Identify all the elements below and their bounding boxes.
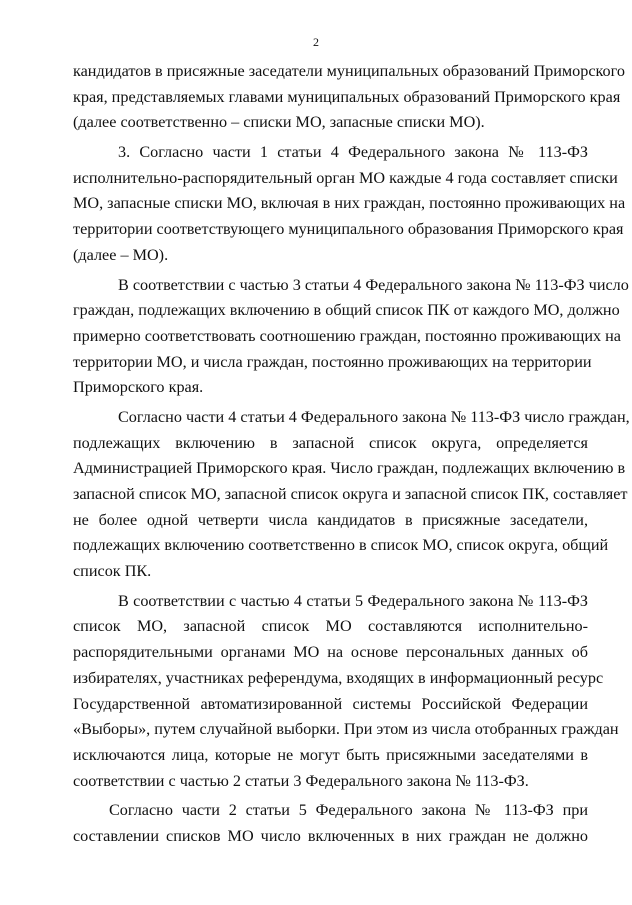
text-line: запасной список МО, запасной список округа и запасной список ПК, составляет — [73, 485, 628, 503]
text-line: примерно соответствовать соотношению граждан, постоянно проживающих на — [73, 326, 621, 345]
text-line: подлежащих включению в запасной список округа, определяется — [73, 433, 588, 452]
text-line: края, представляемых главами муниципальных образований Приморского края — [73, 87, 621, 106]
text-line: подлежащих включению соответственно в список МО, список округа, общий — [73, 536, 609, 555]
document-body — [73, 59, 630, 850]
text-line: Согласно части 2 статьи 5 Федерального закона № 113-ФЗ при — [109, 801, 588, 820]
text-line: Согласно части 4 статьи 4 Федерального закона № 113-ФЗ число граждан, — [118, 407, 630, 426]
text-line: территории МО, и числа граждан, постоянно проживающих на территории — [73, 352, 592, 371]
text-line: список МО, запасной список МО составляются исполнительно- — [73, 617, 588, 636]
text-line: МО, запасные списки МО, включая в них граждан, постоянно проживающих на — [73, 194, 626, 213]
text-line: Приморского края. — [73, 378, 204, 397]
text-line: В соответствии с частью 4 статьи 5 Федерального закона № 113-ФЗ — [118, 591, 588, 610]
text-line: «Выборы», путем случайной выборки. При этом из числа отобранных граждан — [73, 720, 619, 739]
text-line: (далее – МО). — [73, 245, 169, 264]
text-line: составлении списков МО число включенных в них граждан не должно — [73, 826, 588, 845]
text-line: кандидатов в присяжные заседатели муниципальных образований Приморского — [73, 62, 625, 80]
text-line: не более одной четверти числа кандидатов в присяжные заседатели, — [73, 510, 588, 529]
text-line: соответствии с частью 2 статьи 3 Федерального закона № 113-ФЗ. — [73, 771, 529, 790]
text-line: избирателях, участниках референдума, входящих в информационный ресурс — [73, 668, 604, 687]
text-line: В соответствии с частью 3 статьи 4 Федерального закона № 113-ФЗ число — [118, 275, 629, 294]
text-line: территории соответствующего муниципального образования Приморского края — [73, 220, 624, 239]
text-line: исполнительно-распорядительный орган МО каждые 4 года составляет списки — [73, 168, 618, 187]
text-line: распорядительными органами МО на основе персональных данных об — [73, 643, 588, 662]
text-line: исключаются лица, которые не могут быть присяжными заседателями в — [73, 745, 588, 764]
text-line: 3. Согласно части 1 статьи 4 Федерального закона № 113-ФЗ — [118, 143, 588, 162]
text-line: (далее соответственно – списки МО, запасные списки МО). — [73, 113, 485, 132]
page-number: 2 — [313, 35, 319, 49]
text-line: список ПК. — [73, 562, 152, 581]
text-line: Администрацией Приморского края. Число граждан, подлежащих включению в — [73, 459, 626, 478]
text-line: граждан, подлежащих включению в общий список ПК от каждого МО, должно — [73, 301, 620, 320]
text-line: Государственной автоматизированной системы Российской Федерации — [73, 694, 588, 713]
